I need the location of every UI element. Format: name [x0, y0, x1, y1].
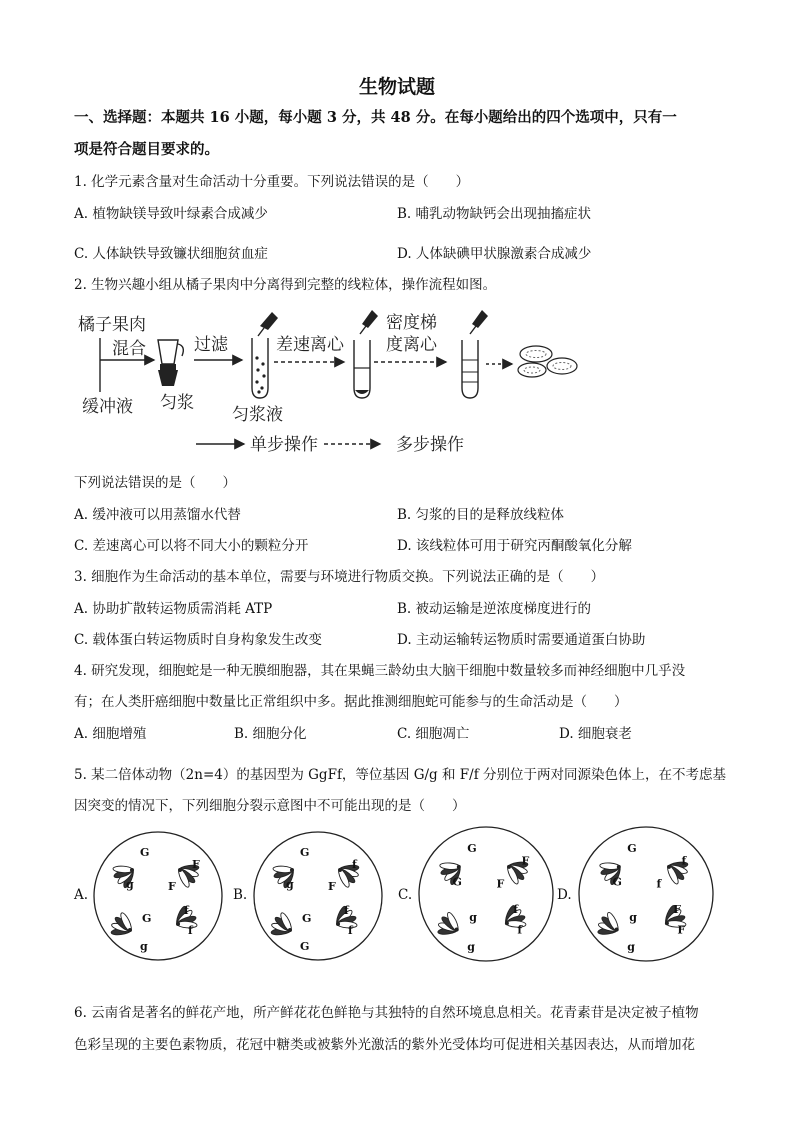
legend-multi-step: 多步操作 [396, 435, 464, 455]
cell-diagram-d[interactable] [577, 825, 715, 963]
allele-label: G [140, 846, 150, 859]
blender-icon [158, 340, 183, 386]
allele-label: G [300, 846, 310, 859]
q1-option-c[interactable]: C. 人体缺铁导致镰状细胞贫血症 [74, 246, 268, 262]
cell-diagram-b[interactable] [252, 830, 384, 962]
cell-membrane [254, 832, 382, 960]
allele-label: f [513, 902, 518, 916]
allele-label: f [184, 904, 189, 917]
q4-option-c[interactable]: C. 细胞凋亡 [397, 726, 470, 742]
allele-label: g [469, 911, 478, 925]
q6-stem-line1: 6. 云南省是著名的鲜花产地，所产鲜花花色鲜艳与其独特的自然环境息息相关。花青素苷是决定被子植物 [74, 1005, 699, 1021]
allele-label: F [192, 858, 200, 871]
section-heading-line1: 一、选择题：本题共 16 小题，每小题 3 分，共 48 分。在每小题给出的四个选项中，只有一 [74, 109, 677, 126]
allele-label: g [629, 911, 638, 925]
allele-label: F [677, 923, 686, 937]
q2-option-b[interactable]: B. 匀浆的目的是释放线粒体 [397, 507, 565, 523]
funnel-icon-1 [258, 312, 278, 336]
section-heading-line2: 项是符合题目要求的。 [74, 141, 219, 158]
q1-stem: 1. 化学元素含量对生命活动十分重要。下列说法错误的是（ ） [74, 174, 470, 190]
q3-stem: 3. 细胞作为生命活动的基本单位，需要与环境进行物质交换。下列说法正确的是（ ） [74, 569, 605, 585]
q1-option-d[interactable]: D. 人体缺碘甲状腺激素合成减少 [397, 246, 592, 262]
q2-option-d[interactable]: D. 该线粒体可用于研究丙酮酸氧化分解 [397, 538, 632, 554]
allele-label: G [302, 912, 312, 925]
label-mix: 混合 [112, 339, 146, 359]
allele-label: g [140, 940, 148, 953]
q1-option-b[interactable]: B. 哺乳动物缺钙会出现抽搐症状 [397, 206, 592, 222]
q4-stem-line1: 4. 研究发现，细胞蛇是一种无膜细胞器，其在果蝇三龄幼虫大脑干细胞中数量较多而神经细胞中几乎没 [74, 663, 686, 679]
q5-option-c-label[interactable]: C. [398, 887, 413, 903]
cell-membrane [419, 827, 553, 961]
allele-label: f [517, 923, 523, 937]
allele-label: f [348, 924, 353, 937]
label-differential-centrifugation: 差速离心 [276, 335, 344, 355]
q3-option-a[interactable]: A. 协助扩散转运物质需消耗 ATP [74, 601, 273, 617]
q5-option-a-label[interactable]: A. [74, 887, 89, 903]
q3-option-c[interactable]: C. 载体蛋白转运物质时自身构象发生改变 [74, 632, 322, 648]
label-homogenize: 匀浆 [160, 393, 194, 413]
allele-label: f [352, 858, 357, 871]
allele-label: G [612, 875, 622, 889]
test-tube-centrifuged [354, 340, 370, 398]
allele-label: f [681, 854, 687, 868]
allele-label: f [188, 924, 193, 937]
q2-question: 下列说法错误的是（ ） [74, 475, 236, 491]
q2-option-c[interactable]: C. 差速离心可以将不同大小的颗粒分开 [74, 538, 309, 554]
allele-label: g [467, 940, 475, 954]
mitochondria-isolation-diagram [74, 306, 594, 462]
q5-stem-line1: 5. 某二倍体动物（2n=4）的基因型为 GgFf，等位基因 G/g 和 F/f 分别位于两对同源染色体上，在不考虑基 [74, 767, 726, 783]
q2-stem: 2. 生物兴趣小组从橘子果肉中分离得到完整的线粒体，操作流程如图。 [74, 277, 497, 293]
label-density-gradient-1: 密度梯 [386, 313, 437, 333]
allele-label: G [452, 875, 462, 889]
test-tube-gradient [462, 340, 478, 398]
allele-label: F [673, 902, 682, 916]
cell-diagram-a[interactable] [92, 830, 224, 962]
allele-label: F [168, 880, 176, 893]
label-density-gradient-2: 度离心 [386, 335, 437, 355]
q4-option-a[interactable]: A. 细胞增殖 [74, 726, 147, 742]
q5-option-d-label[interactable]: D. [557, 887, 572, 903]
allele-label: F [496, 877, 505, 891]
allele-label: g [126, 878, 134, 891]
allele-label: F [328, 880, 336, 893]
test-tube-homogenate [252, 338, 268, 398]
q1-option-a[interactable]: A. 植物缺镁导致叶绿素合成减少 [74, 206, 268, 222]
funnel-icon-3 [470, 310, 488, 334]
cell-membrane [579, 827, 713, 961]
allele-label: G [627, 842, 637, 856]
cell-diagram-c[interactable] [417, 825, 555, 963]
allele-label: F [521, 854, 530, 868]
allele-label: g [627, 940, 635, 954]
q5-option-b-label[interactable]: B. [233, 887, 248, 903]
q2-option-a[interactable]: A. 缓冲液可以用蒸馏水代替 [74, 507, 241, 523]
legend-single-step: 单步操作 [250, 435, 318, 455]
funnel-icon-2 [360, 310, 378, 334]
q5-stem-line2: 因突变的情况下，下列细胞分裂示意图中不可能出现的是（ ） [74, 798, 466, 814]
allele-label: f [656, 877, 662, 891]
allele-label: g [286, 878, 294, 891]
allele-label: G [300, 940, 310, 953]
q4-option-d[interactable]: D. 细胞衰老 [559, 726, 632, 742]
allele-label: f [344, 904, 349, 917]
allele-label: G [142, 912, 152, 925]
q4-option-b[interactable]: B. 细胞分化 [234, 726, 307, 742]
q6-stem-line2: 色彩呈现的主要色素物质，花冠中糖类或被紫外光激活的紫外光受体均可促进相关基因表达，从而增加花 [74, 1037, 695, 1053]
q3-option-b[interactable]: B. 被动运输是逆浓度梯度进行的 [397, 601, 592, 617]
allele-label: G [467, 842, 477, 856]
page-title: 生物试题 [358, 76, 435, 98]
label-buffer: 缓冲液 [82, 397, 133, 417]
q4-stem-line2: 有；在人类肝癌细胞中数量比正常组织中多。据此推测细胞蛇可能参与的生命活动是（ ） [74, 694, 628, 710]
q3-option-d[interactable]: D. 主动运输转运物质时需要通道蛋白协助 [397, 632, 646, 648]
cell-membrane [94, 832, 222, 960]
mitochondria-icon [518, 346, 577, 377]
label-filter: 过滤 [194, 335, 228, 355]
label-homogenate: 匀浆液 [232, 405, 283, 425]
label-orange-pulp: 橘子果肉 [78, 315, 146, 335]
